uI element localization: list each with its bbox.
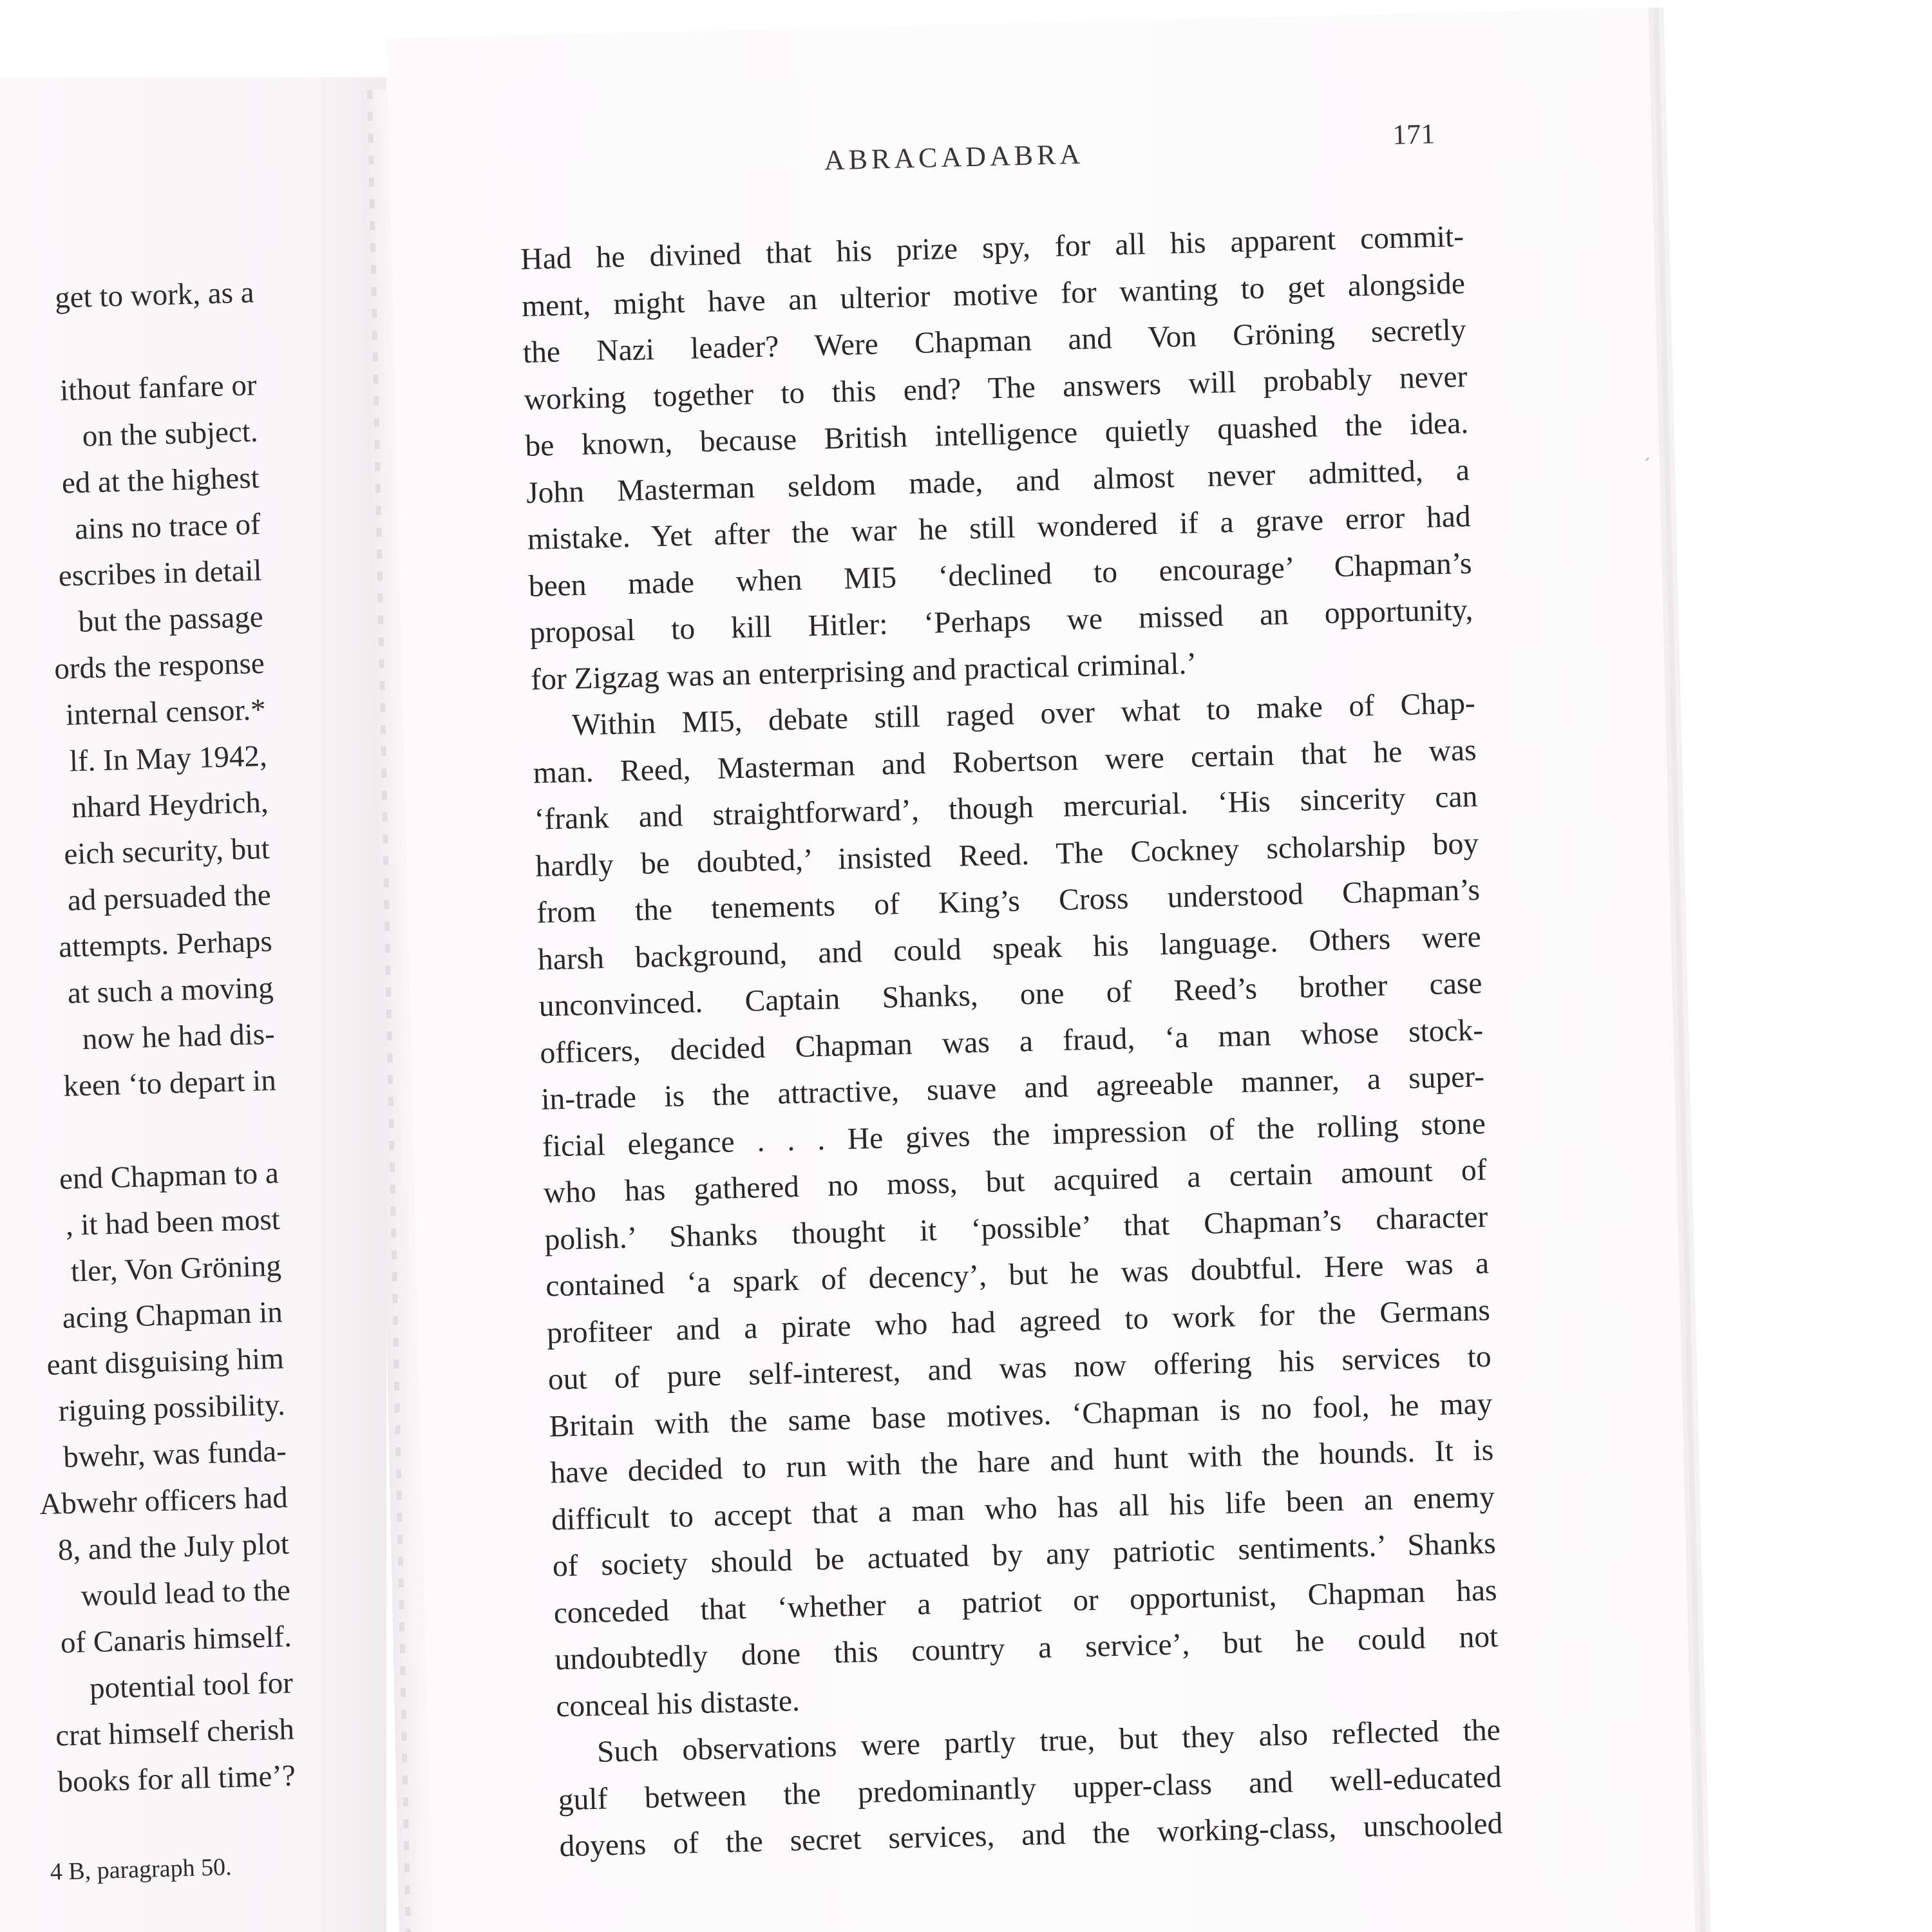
text-line: Within MI5, debate still raged over what to make of Chap- <box>571 687 1476 743</box>
text-line: for Zigzag was an enterprising and practical criminal.’ <box>530 647 1197 697</box>
text-line: contained ‘a spark of decency’, but he was doubtful. Here was a <box>545 1246 1490 1303</box>
left-page <box>0 77 386 1932</box>
text-line: of society should be actuated by any patriotic sentiments.’ Shanks <box>552 1526 1497 1584</box>
text-line: been made when MI5 ‘declined to encourage’ Chapman’s <box>528 546 1473 603</box>
left-line: books for all time’? <box>57 1759 296 1799</box>
left-line: 8, and the July plot <box>57 1527 290 1567</box>
text-line: polish.’ Shanks thought it ‘possible’ that Chapman’s character <box>544 1200 1488 1257</box>
body-text <box>520 213 1504 1870</box>
text-line: man. Reed, Masterman and Robertson were certain that he was <box>533 733 1477 790</box>
left-line: keen ‘to depart in <box>62 1063 277 1103</box>
text-line: proposal to kill Hitler: ‘Perhaps we missed an opportunity, <box>529 593 1473 650</box>
left-line: ains no trace of <box>74 507 261 547</box>
text-line: profiteer and a pirate who had agreed to work for the Germans <box>546 1293 1491 1350</box>
text-line: undoubtedly done this country a service’, but he could not <box>554 1620 1499 1677</box>
text-line: out of pure self-interest, and was now offering his services to <box>547 1340 1492 1397</box>
text-line: the Nazi leader? Were Chapman and Von Gröning secretly <box>522 313 1467 370</box>
left-line: on the subject. <box>82 415 259 453</box>
text-line: difficult to accept that a man who has all his life been an enemy <box>551 1480 1495 1537</box>
text-line: Had he divined that his prize spy, for all his apparent commit- <box>520 220 1464 277</box>
left-line: potential tool for <box>89 1666 294 1706</box>
text-line: mistake. Yet after the war he still wondered if a grave error had <box>527 500 1472 556</box>
text-line: conceded that ‘whether a patriot or opportunist, Chapman has <box>553 1573 1498 1630</box>
left-line: would lead to the <box>80 1573 291 1613</box>
text-line: ment, might have an ulterior motive for wanting to get alongside <box>521 266 1466 323</box>
left-line: internal censor.* <box>65 692 267 732</box>
left-line: ithout fanfare or <box>59 368 258 408</box>
left-line: lf. In May 1942, <box>69 739 268 779</box>
left-line: at such a moving <box>67 971 274 1010</box>
text-line: harsh background, and could speak his language. Others were <box>537 920 1482 977</box>
text-line: ficial elegance . . . He gives the impression of the rolling stone <box>542 1106 1486 1164</box>
text-line: John Masterman seldom made, and almost never admitted, a <box>526 453 1470 510</box>
text-line: gulf between the predominantly upper-class and well-educated <box>558 1760 1502 1817</box>
running-head: ABRACADABRA <box>824 138 1084 176</box>
left-line: bwehr, was funda- <box>62 1434 287 1475</box>
left-line: attempts. Perhaps <box>58 924 273 964</box>
left-line: crat himself cherish <box>55 1712 295 1753</box>
text-line: have decided to run with the hare and hunt with the hounds. It is <box>549 1433 1494 1490</box>
left-line: riguing possibility. <box>58 1388 286 1428</box>
text-line: be known, because British intelligence quietly quashed the idea. <box>524 406 1469 463</box>
text-line: working together to this end? The answers will probably never <box>524 359 1468 417</box>
left-line: eant disguising him <box>46 1341 285 1382</box>
left-line: Abwehr officers had <box>39 1481 289 1522</box>
left-line: acing Chapman in <box>62 1295 283 1336</box>
text-line: in-trade is the attractive, suave and agreeable manner, a super- <box>540 1059 1485 1117</box>
left-footnote: 4 B, paragraph 50. <box>50 1853 232 1886</box>
text-line: doyens of the secret services, and the working-class, unschooled <box>559 1806 1503 1864</box>
page-number: 171 <box>1392 118 1435 151</box>
text-line: from the tenements of King’s Cross understood Chapman’s <box>536 873 1481 930</box>
text-line: hardly be doubted,’ insisted Reed. The Cockney scholarship boy <box>535 826 1479 884</box>
left-line: ad persuaded the <box>67 878 272 918</box>
text-line: officers, decided Chapman was a fraud, ‘a man whose stock- <box>539 1013 1484 1070</box>
left-line: eich security, but <box>63 831 270 871</box>
text-line: Such observations were partly true, but they also reflected the <box>596 1713 1501 1769</box>
left-line: escribes in detail <box>58 553 263 593</box>
left-line: get to work, as a <box>54 276 255 315</box>
left-line: tler, Von Gröning <box>70 1249 282 1289</box>
left-line: , it had been most <box>65 1202 281 1242</box>
left-line: nhard Heydrich, <box>71 785 269 825</box>
left-line: of Canaris himself. <box>60 1620 292 1660</box>
text-line: conceal his distaste. <box>555 1683 800 1723</box>
text-line: Britain with the same base motives. ‘Chapman is no fool, he may <box>549 1387 1493 1443</box>
left-line: now he had dis- <box>82 1017 276 1057</box>
left-line: ords the response <box>53 646 265 686</box>
left-line: end Chapman to a <box>59 1156 279 1197</box>
right-page <box>386 8 1696 1932</box>
left-line: ed at the highest <box>61 461 260 500</box>
text-line: unconvinced. Captain Shanks, one of Reed’s brother case <box>538 966 1482 1023</box>
text-line: ‘frank and straightforward’, though mercurial. ‘His sincerity can <box>534 779 1478 837</box>
text-line: who has gathered no moss, but acquired a certain amount of <box>543 1153 1488 1210</box>
left-line: but the passage <box>77 600 264 639</box>
